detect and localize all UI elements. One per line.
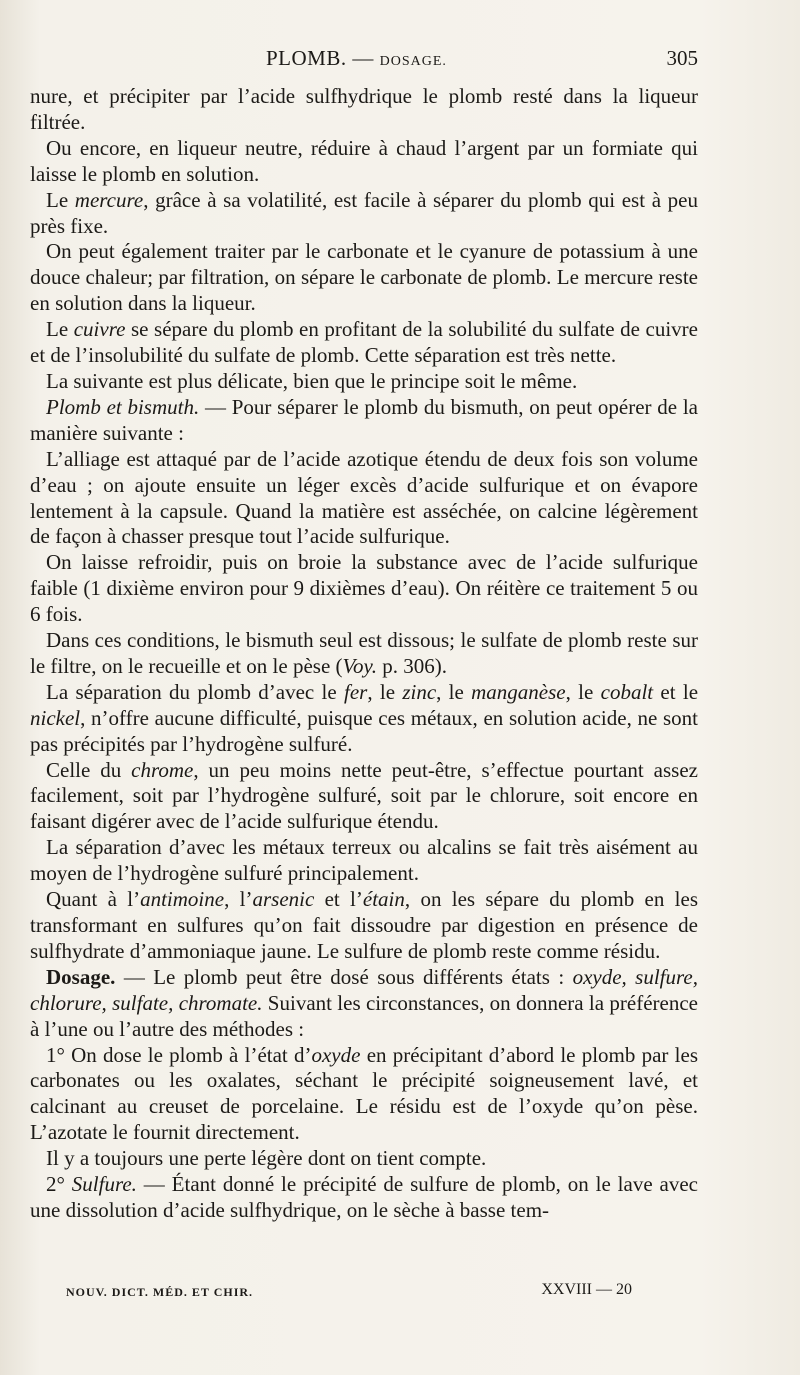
italic-term: fer — [343, 679, 368, 704]
text-run: La séparation du plomb d’avec le — [46, 679, 344, 704]
paragraph — [30, 317, 698, 369]
italic-term: mercure — [74, 187, 144, 212]
text-run: 2° — [46, 1172, 72, 1197]
text-run: , le — [565, 679, 601, 704]
paragraph — [30, 1043, 698, 1147]
text-run: Le — [46, 317, 74, 342]
text-run: La séparation d’avec les métaux terreux ou alcalins se fait très aisément au moyen de l’hydrogène sulfuré principalement. — [30, 835, 698, 886]
text-run: en précipitant d’abord le plomb par les carbonates ou les oxalates, séchant le précipité soigneusement lavé, et calcinant au creuset de porcelaine. Le résidu est de l’oxyde qu’on pèse. L’azotate le fournit directement. — [30, 1042, 698, 1145]
paragraph — [30, 628, 698, 680]
italic-term: cobalt — [600, 679, 654, 704]
paragraph — [30, 550, 698, 628]
text-run: , n’offre aucune difficulté, puisque ces métaux, en solution acide, ne sont pas précipités par l’hydrogène sulfuré. — [30, 705, 698, 756]
body-text — [30, 84, 698, 1224]
text-run: Suivant les circonstances, on donnera la préférence à l’une ou l’autre des méthodes : — [30, 990, 699, 1041]
paragraph — [30, 395, 698, 447]
text-run: Le — [46, 187, 75, 212]
italic-term: oxyde, sulfure, chlorure, sulfate, chromate. — [30, 964, 698, 1015]
italic-term: Plomb et bismuth. — [46, 394, 200, 419]
italic-term: Sulfure. — [71, 1172, 137, 1197]
text-run: — Pour séparer le plomb du bismuth, on peut opérer de la manière suivante : — [30, 394, 698, 445]
page-number: 305 — [666, 46, 698, 70]
italic-term: Voy. — [342, 653, 377, 678]
text-run: p. 306). — [376, 653, 447, 678]
italic-term: cuivre — [73, 317, 126, 342]
text-run: , le — [367, 679, 403, 704]
paragraph — [30, 965, 698, 1043]
paragraph — [30, 239, 698, 317]
text-run: , on les sépare du plomb en les transformant en sulfures qu’on fait dissoudre par digestion en présence de sulfhydrate d’ammoniaque jaune. Le sulfure de plomb reste comme résidu. — [30, 887, 699, 963]
paragraph — [30, 680, 698, 758]
paragraph — [30, 758, 698, 836]
bold-heading: Dosage. — [46, 964, 116, 989]
footer-volume: XXVIII — 20 — [541, 1281, 632, 1298]
italic-term: arsenic — [252, 887, 315, 912]
text-run: se sépare du plomb en profitant de la solubilité du sulfate de cuivre et de l’insolubilité du sulfate de plomb. Cette séparation est très nette. — [30, 317, 698, 368]
italic-term: manganèse — [471, 679, 566, 704]
text-run: — Le plomb peut être dosé sous différents états : — [115, 964, 573, 989]
text-run: 1° On dose le plomb à l’état d’ — [46, 1042, 312, 1067]
paragraph — [30, 835, 698, 887]
text-run: — Étant donné le précipité de sulfure de plomb, on le lave avec une dissolution d’acide sulfhydrique, on le sèche à basse tem- — [30, 1172, 698, 1222]
text-run: , l’ — [224, 887, 253, 912]
text-run: et l’ — [314, 887, 363, 912]
text-run: nure, et précipiter par l’acide sulfhydrique le plomb resté dans la liqueur filtrée. — [30, 84, 698, 134]
text-run: , le — [436, 679, 472, 704]
italic-term: étain — [362, 887, 405, 912]
italic-term: zinc — [402, 679, 437, 704]
paragraph — [30, 84, 698, 136]
text-run: et le — [653, 679, 699, 704]
italic-term: nickel — [30, 705, 81, 730]
page-footer — [66, 1281, 698, 1301]
italic-term: oxyde — [311, 1042, 361, 1067]
italic-term: antimoine — [140, 887, 225, 912]
running-head — [30, 46, 698, 74]
text-run: Dans ces conditions, le bismuth seul est dissous; le sulfate de plomb reste sur le filtre, on le recueille et on le pèse ( — [30, 628, 698, 678]
paragraph — [30, 1172, 698, 1224]
text-run: Il y a toujours une perte légère dont on tient compte. — [46, 1146, 487, 1171]
text-run: Quant à l’ — [46, 887, 141, 912]
text-run: , grâce à sa volatilité, est facile à séparer du plomb qui est à peu près fixe. — [30, 187, 698, 238]
text-run: , un peu moins nette peut-être, s’effectue pourtant assez facilement, soit par l’hydrogène sulfuré, soit par le chlorure, soit encore en faisant digérer avec de l’acide sulfurique étendu. — [30, 757, 698, 834]
italic-term: chrome — [131, 757, 194, 782]
paragraph — [30, 369, 698, 395]
paragraph — [30, 887, 698, 965]
running-subtitle: DOSAGE. — [379, 54, 447, 69]
text-run: On laisse refroidir, puis on broie la substance avec de l’acide sulfurique faible (1 dixième environ pour 9 dixièmes d’eau). On réitère ce traitement 5 ou 6 fois. — [30, 550, 698, 627]
paragraph — [30, 188, 698, 240]
paragraph — [30, 136, 698, 188]
running-title: PLOMB. — DOSAGE. — [266, 46, 447, 70]
text-run: L’alliage est attaqué par de l’acide azotique étendu de deux fois son volume d’eau ; on ajoute ensuite un léger excès d’acide sulfurique et on évapore lentement à la capsule. Quand la matière est asséchée, on calcine légèrement de façon à chasser presque tout l’acide sulfurique. — [30, 446, 698, 549]
paragraph — [30, 1146, 698, 1172]
text-run: Ou encore, en liqueur neutre, réduire à chaud l’argent par un formiate qui laisse le plomb en solution. — [30, 135, 698, 186]
text-run: Celle du — [46, 757, 132, 782]
paragraph — [30, 447, 698, 551]
text-run: La suivante est plus délicate, bien que le principe soit le même. — [46, 368, 578, 393]
text-run: On peut également traiter par le carbonate et le cyanure de potassium à une douce chaleur; par filtration, on sépare le carbonate de plomb. Le mercure reste en solution dans la liqueur. — [30, 239, 698, 316]
footer-signature: NOUV. DICT. MÉD. ET CHIR. — [66, 1285, 254, 1299]
